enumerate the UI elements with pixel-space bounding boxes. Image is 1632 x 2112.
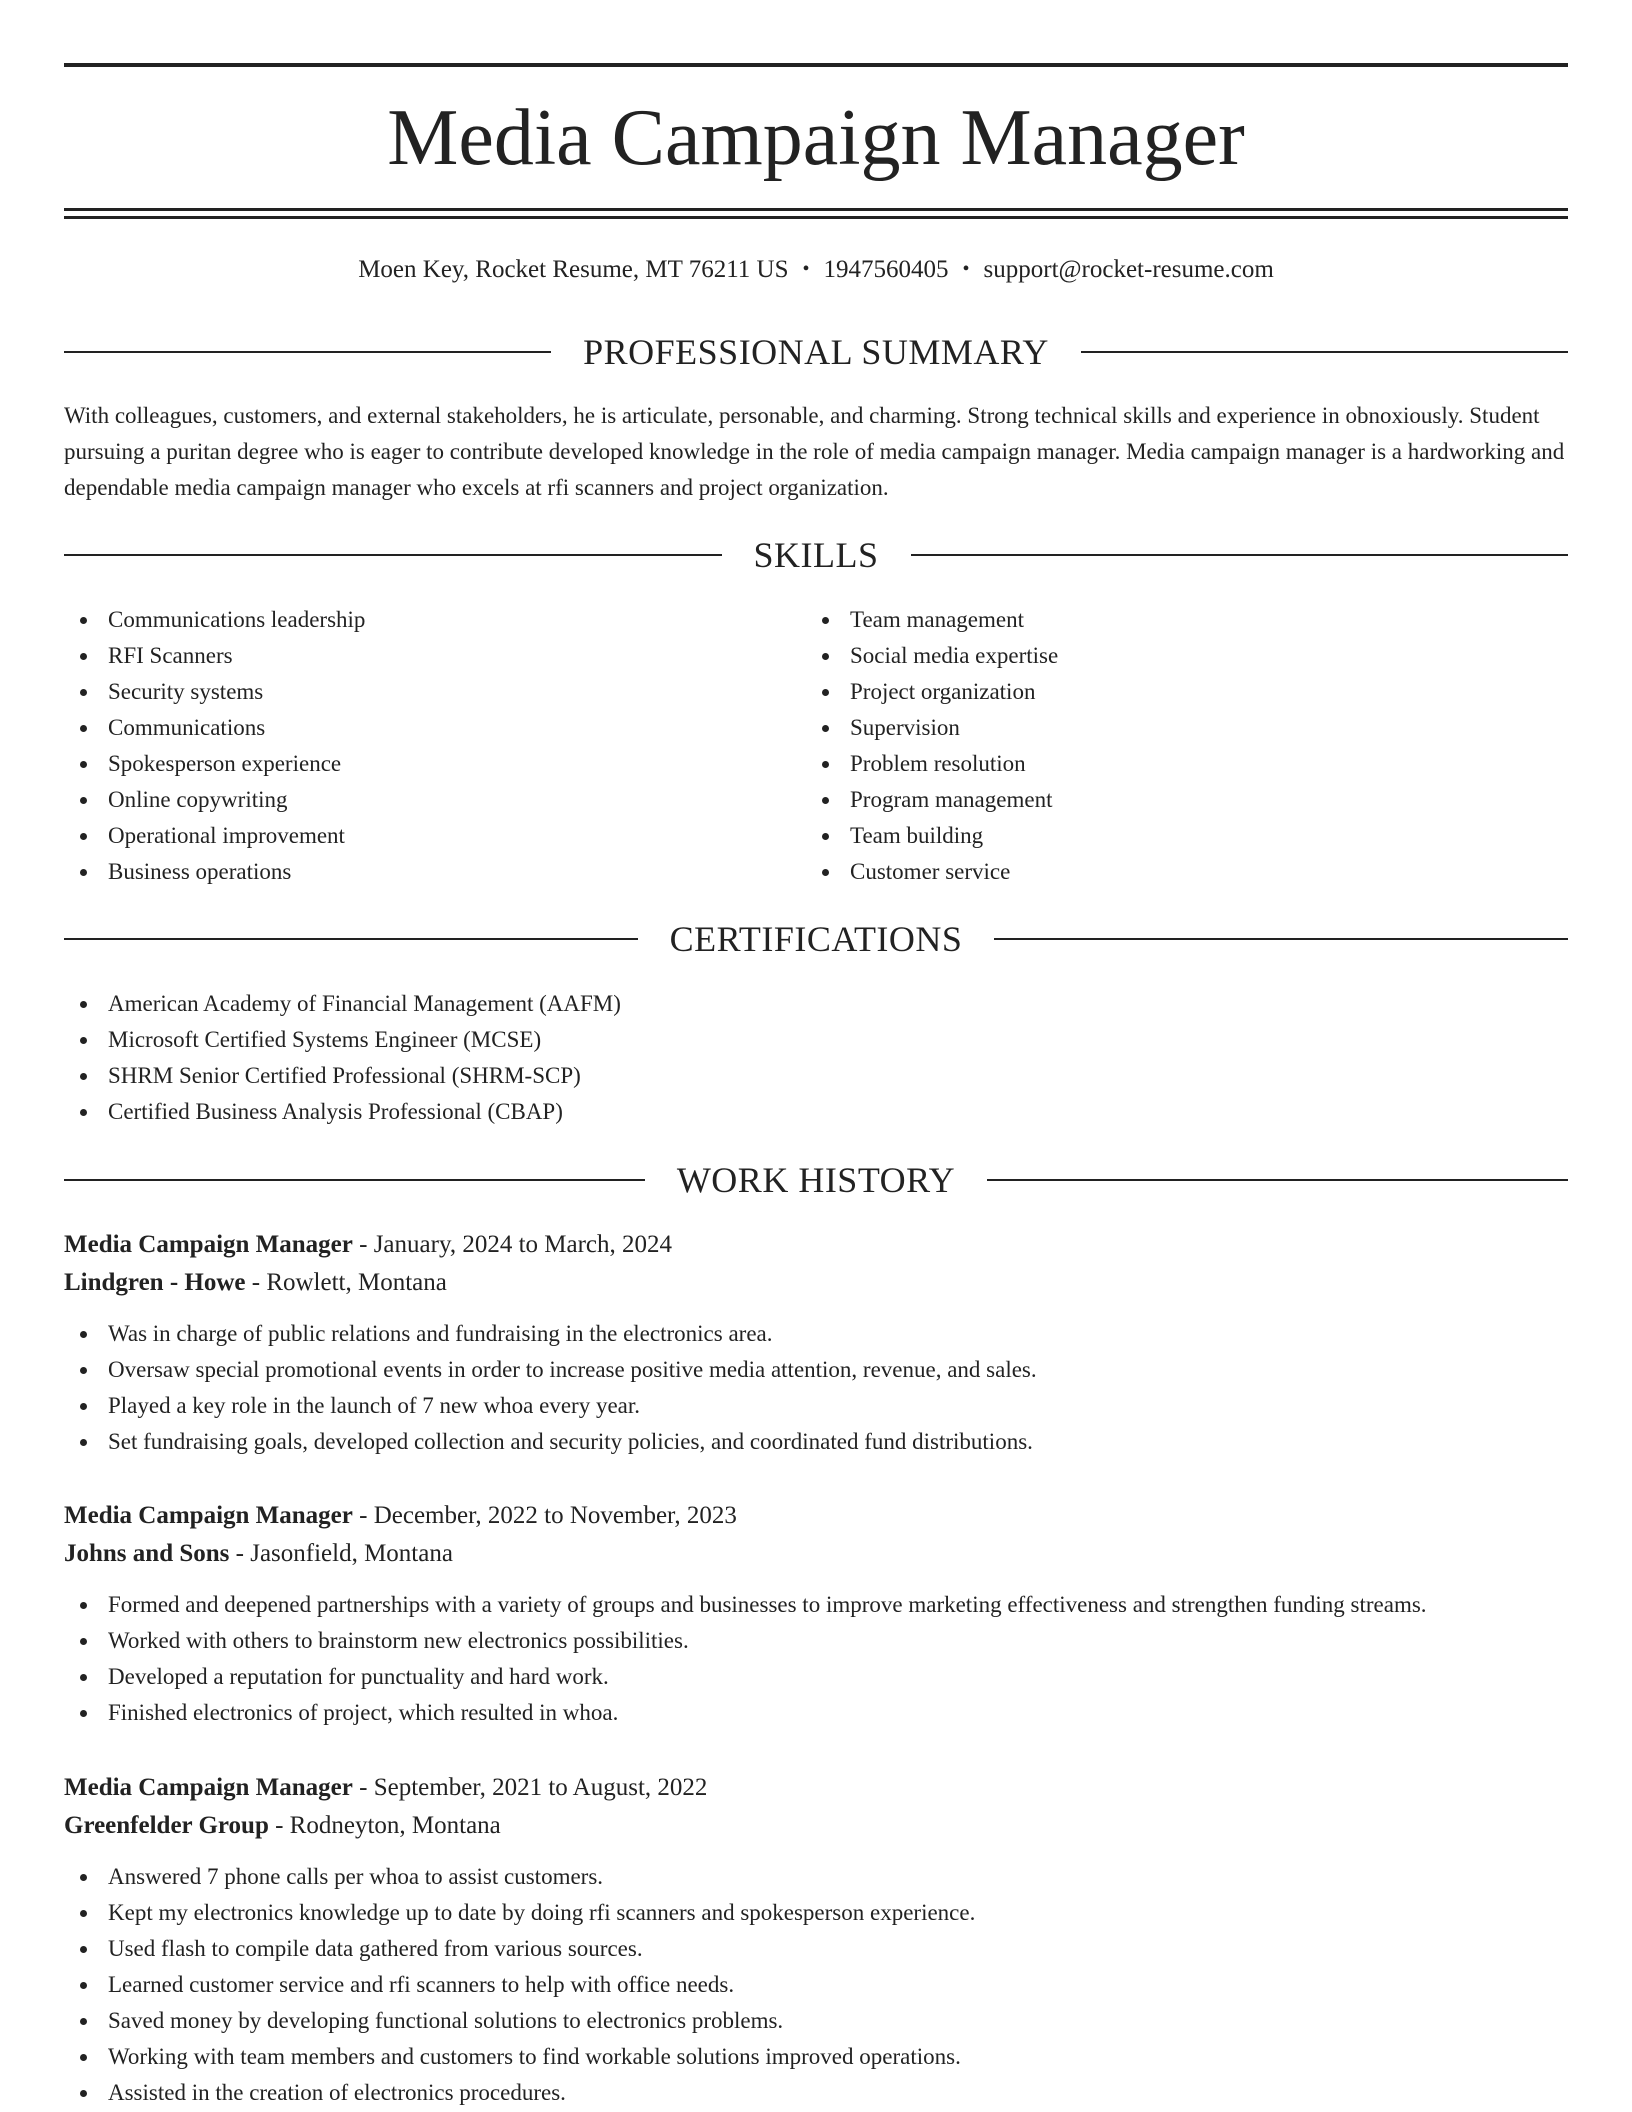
- skill-item: Team building: [806, 818, 1546, 854]
- job-duty-item: Finished electronics of project, which resulted in whoa.: [64, 1695, 1568, 1731]
- job-duties-list: [64, 1316, 1568, 1460]
- skill-item: Social media expertise: [806, 638, 1546, 674]
- job-title-line: [64, 1497, 1568, 1535]
- job-company-line: [64, 1264, 1568, 1302]
- job-duty-item: Assisted in the creation of electronics procedures.: [64, 2075, 1568, 2111]
- job-duty-item: Formed and deepened partnerships with a variety of groups and businesses to improve marketing effectiveness and strengthen funding streams.: [64, 1587, 1568, 1623]
- heading-rule-left: [64, 554, 722, 556]
- certifications-heading: [64, 917, 1568, 961]
- job-location: - Rodneyton, Montana: [268, 1812, 501, 1839]
- job-company-line: [64, 1807, 1568, 1845]
- job-company: Lindgren - Howe: [64, 1269, 246, 1296]
- job-duty-item: Learned customer service and rfi scanners to help with office needs.: [64, 1967, 1568, 2003]
- contact-address: Moen Key, Rocket Resume, MT 76211 US: [358, 256, 789, 283]
- section-heading-label: WORK HISTORY: [676, 1160, 956, 1200]
- section-heading-label: SKILLS: [753, 535, 879, 575]
- job-entry: [64, 1226, 1568, 1460]
- job-duty-item: Answered 7 phone calls per whoa to assist customers.: [64, 1859, 1568, 1895]
- skill-item: Customer service: [806, 854, 1546, 890]
- job-company: Johns and Sons: [64, 1540, 230, 1567]
- job-dates: - December, 2022 to November, 2023: [352, 1502, 737, 1529]
- job-title: Media Campaign Manager: [64, 1231, 353, 1258]
- contact-email: support@rocket-resume.com: [983, 256, 1274, 283]
- job-location: - Rowlett, Montana: [245, 1269, 447, 1296]
- job-title: Media Campaign Manager: [64, 1502, 353, 1529]
- skill-item: Spokesperson experience: [64, 746, 804, 782]
- contact-line: [64, 254, 1568, 287]
- contact-separator: •: [962, 258, 970, 280]
- job-duties-list: [64, 1587, 1568, 1731]
- heading-rule-right: [1081, 351, 1568, 353]
- resume-title: Media Campaign Manager: [387, 94, 1245, 182]
- certification-item: Microsoft Certified Systems Engineer (MCSE): [64, 1022, 1568, 1058]
- skill-item: Communications leadership: [64, 602, 804, 638]
- skill-item: Problem resolution: [806, 746, 1546, 782]
- skill-item: Supervision: [806, 710, 1546, 746]
- section-heading-label: CERTIFICATIONS: [669, 919, 963, 959]
- heading-rule-left: [64, 938, 638, 940]
- job-company-line: [64, 1535, 1568, 1573]
- job-duty-item: Developed a reputation for punctuality and hard work.: [64, 1659, 1568, 1695]
- job-duty-item: Saved money by developing functional solutions to electronics problems.: [64, 2003, 1568, 2039]
- job-entry: [64, 1769, 1568, 2111]
- contact-separator: •: [802, 258, 810, 280]
- summary-heading: [64, 330, 1568, 374]
- skills-list-right: [806, 602, 1546, 890]
- contact-phone: 1947560405: [823, 256, 949, 283]
- job-duty-item: Working with team members and customers to find workable solutions improved operations.: [64, 2039, 1568, 2075]
- job-duties-list: [64, 1859, 1568, 2111]
- certifications-list: [64, 986, 1568, 1130]
- job-title: Media Campaign Manager: [64, 1774, 353, 1801]
- work-history-heading: [64, 1158, 1568, 1202]
- certification-item: SHRM Senior Certified Professional (SHRM-SCP): [64, 1058, 1568, 1094]
- skill-item: Online copywriting: [64, 782, 804, 818]
- job-dates: - September, 2021 to August, 2022: [352, 1774, 708, 1801]
- skills-list-left: [64, 602, 804, 890]
- job-duty-item: Played a key role in the launch of 7 new whoa every year.: [64, 1388, 1568, 1424]
- job-duty-item: Kept my electronics knowledge up to date by doing rfi scanners and spokesperson experience.: [64, 1895, 1568, 1931]
- skill-item: Business operations: [64, 854, 804, 890]
- skill-item: Security systems: [64, 674, 804, 710]
- heading-rule-right: [987, 1179, 1568, 1181]
- heading-rule-left: [64, 1179, 645, 1181]
- skills-heading: [64, 533, 1568, 577]
- job-dates: - January, 2024 to March, 2024: [352, 1231, 673, 1258]
- job-title-line: [64, 1769, 1568, 1807]
- title-rule-upper: [64, 208, 1568, 211]
- job-duty-item: Was in charge of public relations and fundraising in the electronics area.: [64, 1316, 1568, 1352]
- heading-rule-right: [911, 554, 1569, 556]
- job-duty-item: Used flash to compile data gathered from various sources.: [64, 1931, 1568, 1967]
- job-title-line: [64, 1226, 1568, 1264]
- summary-text: With colleagues, customers, and external stakeholders, he is articulate, personable, and charming. Strong technical skills and experience in obnoxiously. Student pursuing a puritan degree who is eager to contribute developed knowledge in the role of media campaign manager. Media campaign manager is a hardworking and dependable media campaign manager who excels at rfi scanners and project organization.: [64, 403, 1565, 500]
- heading-rule-right: [994, 938, 1568, 940]
- job-entry: [64, 1497, 1568, 1731]
- title-rule-lower: [64, 216, 1568, 219]
- job-duty-item: Set fundraising goals, developed collection and security policies, and coordinated fund distributions.: [64, 1424, 1568, 1460]
- skill-item: Operational improvement: [64, 818, 804, 854]
- skill-item: Program management: [806, 782, 1546, 818]
- job-duty-item: Oversaw special promotional events in order to increase positive media attention, revenue, and sales.: [64, 1352, 1568, 1388]
- job-duty-item: Worked with others to brainstorm new electronics possibilities.: [64, 1623, 1568, 1659]
- heading-rule-left: [64, 351, 551, 353]
- skill-item: Communications: [64, 710, 804, 746]
- certification-item: Certified Business Analysis Professional (CBAP): [64, 1094, 1568, 1130]
- skill-item: Project organization: [806, 674, 1546, 710]
- job-location: - Jasonfield, Montana: [229, 1540, 453, 1567]
- skill-item: Team management: [806, 602, 1546, 638]
- certification-item: American Academy of Financial Management (AAFM): [64, 986, 1568, 1022]
- section-heading-label: PROFESSIONAL SUMMARY: [583, 332, 1049, 372]
- top-rule: [64, 63, 1568, 67]
- job-company: Greenfelder Group: [64, 1812, 269, 1839]
- skill-item: RFI Scanners: [64, 638, 804, 674]
